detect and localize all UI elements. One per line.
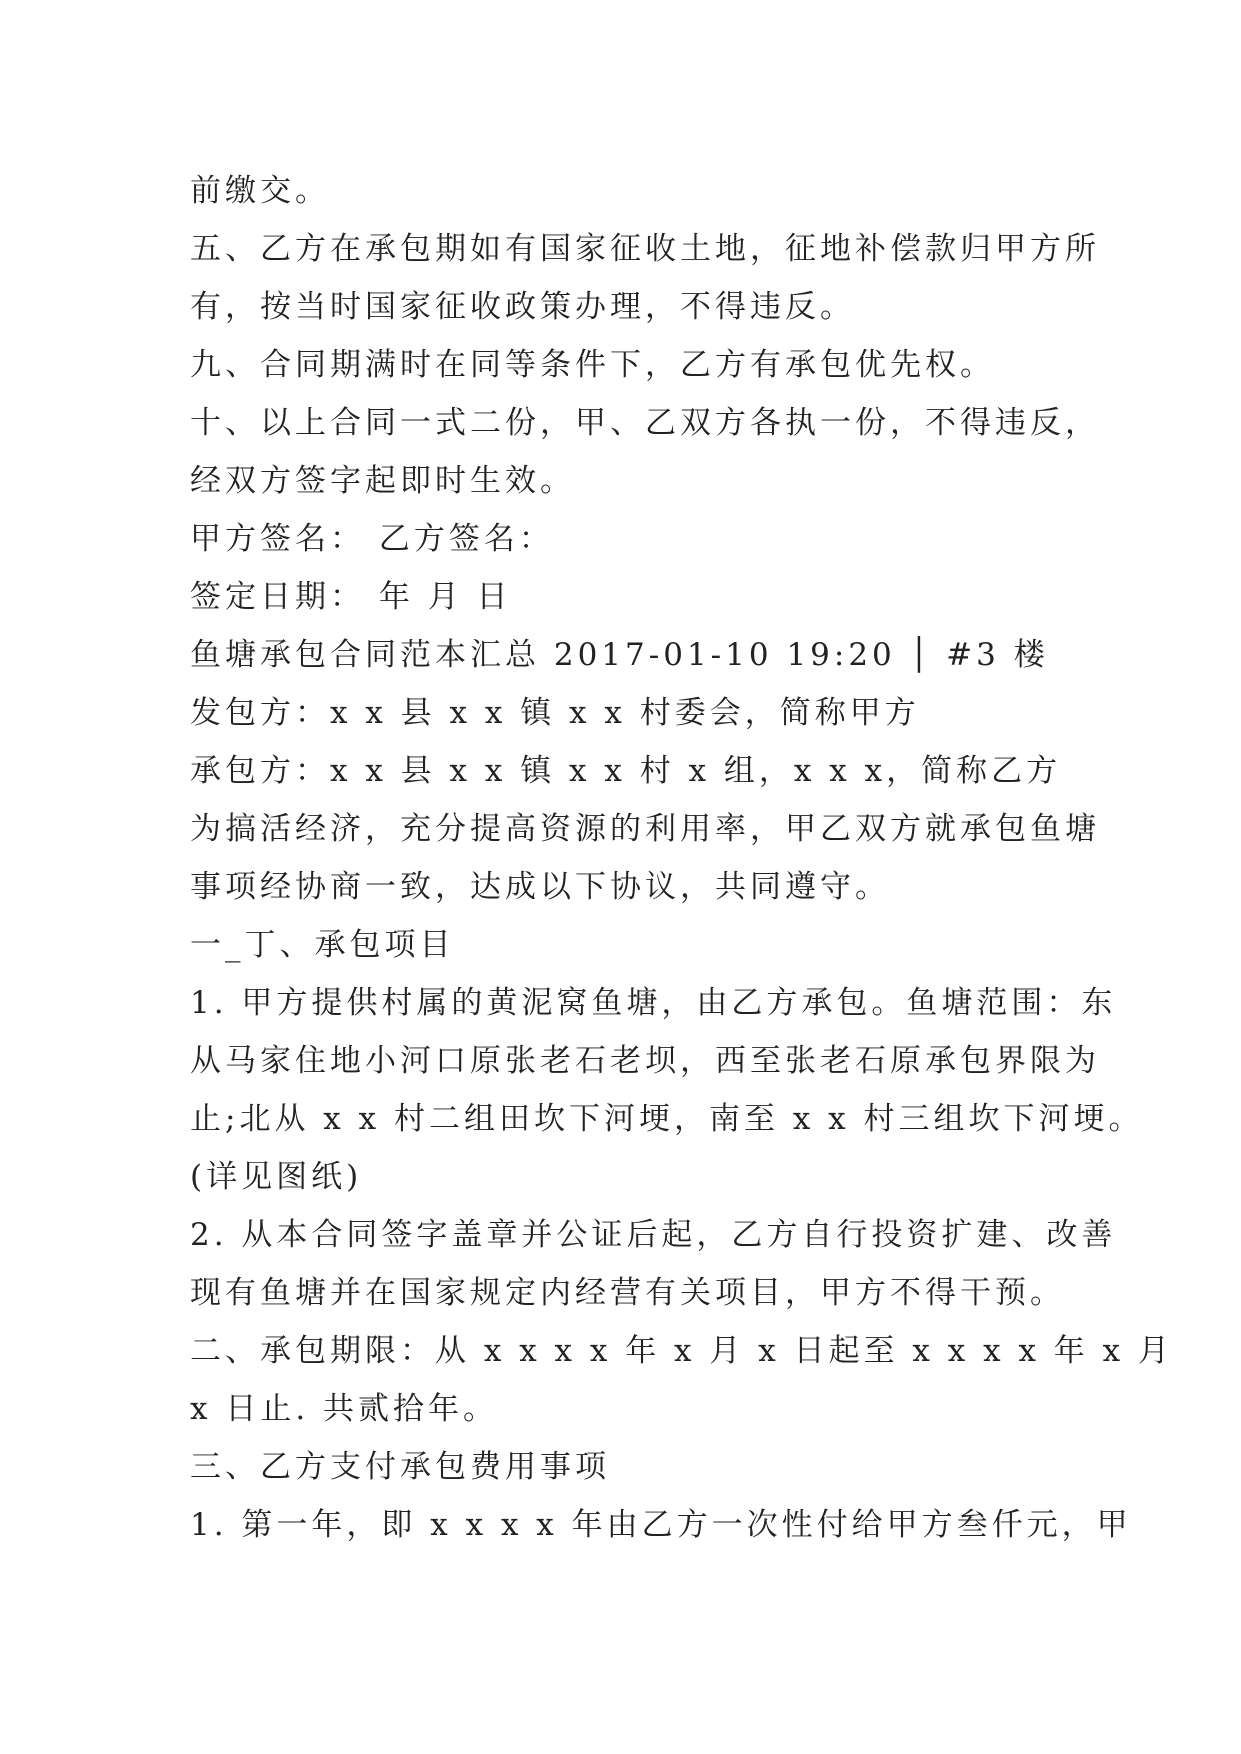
text-line: 九、合同期满时在同等条件下，乙方有承包优先权。 <box>190 347 995 383</box>
text-line: 1. 第一年，即 x x x x 年由乙方一次性付给甲方叁仟元，甲 <box>190 1507 1132 1543</box>
text-line: 2. 从本合同签字盖章并公证后起，乙方自行投资扩建、改善 <box>190 1217 1117 1253</box>
text-line: 发包方：x x 县 x x 镇 x x 村委会，简称甲方 <box>190 695 920 731</box>
text-line: 1. 甲方提供村属的黄泥窝鱼塘，由乙方承包。鱼塘范围：东 <box>190 985 1117 1021</box>
text-line: 止;北从 x x 村二组田坎下河埂，南至 x x 村三组坎下河埂。 <box>190 1101 1144 1137</box>
text-line: 事项经协商一致，达成以下协议，共同遵守。 <box>190 869 890 905</box>
text-line: 十、以上合同一式二份，甲、乙双方各执一份，不得违反， <box>190 405 1100 441</box>
text-line: 二、承包期限：从 x x x x 年 x 月 x 日起至 x x x x 年 x 月 <box>190 1333 1173 1369</box>
date-line: 签定日期： 年 月 日 <box>190 579 512 615</box>
text-line: (详见图纸) <box>190 1159 363 1195</box>
post-header: 鱼塘承包合同范本汇总 2017-01-10 19:20 │ #3 楼 <box>190 637 1049 673</box>
text-line: 现有鱼塘并在国家规定内经营有关项目，甲方不得干预。 <box>190 1275 1065 1311</box>
text-line: 为搞活经济，充分提高资源的利用率，甲乙双方就承包鱼塘 <box>190 811 1100 847</box>
contract-body <box>190 162 1173 1554</box>
section-heading: 一_丁、承包项目 <box>190 927 455 963</box>
section-heading: 三、乙方支付承包费用事项 <box>190 1449 610 1485</box>
signature-line: 甲方签名： 乙方签名： <box>190 521 554 557</box>
text-line: 前缴交。 <box>190 173 330 209</box>
text-line: 有，按当时国家征收政策办理，不得违反。 <box>190 289 855 325</box>
text-line: 从马家住地小河口原张老石老坝，西至张老石原承包界限为 <box>190 1043 1100 1079</box>
text-line: 承包方：x x 县 x x 镇 x x 村 x 组，x x x，简称乙方 <box>190 753 1062 789</box>
text-line: 经双方签字起即时生效。 <box>190 463 575 499</box>
text-line: 五、乙方在承包期如有国家征收土地，征地补偿款归甲方所 <box>190 231 1100 267</box>
text-line: x 日止. 共贰拾年。 <box>190 1391 499 1427</box>
